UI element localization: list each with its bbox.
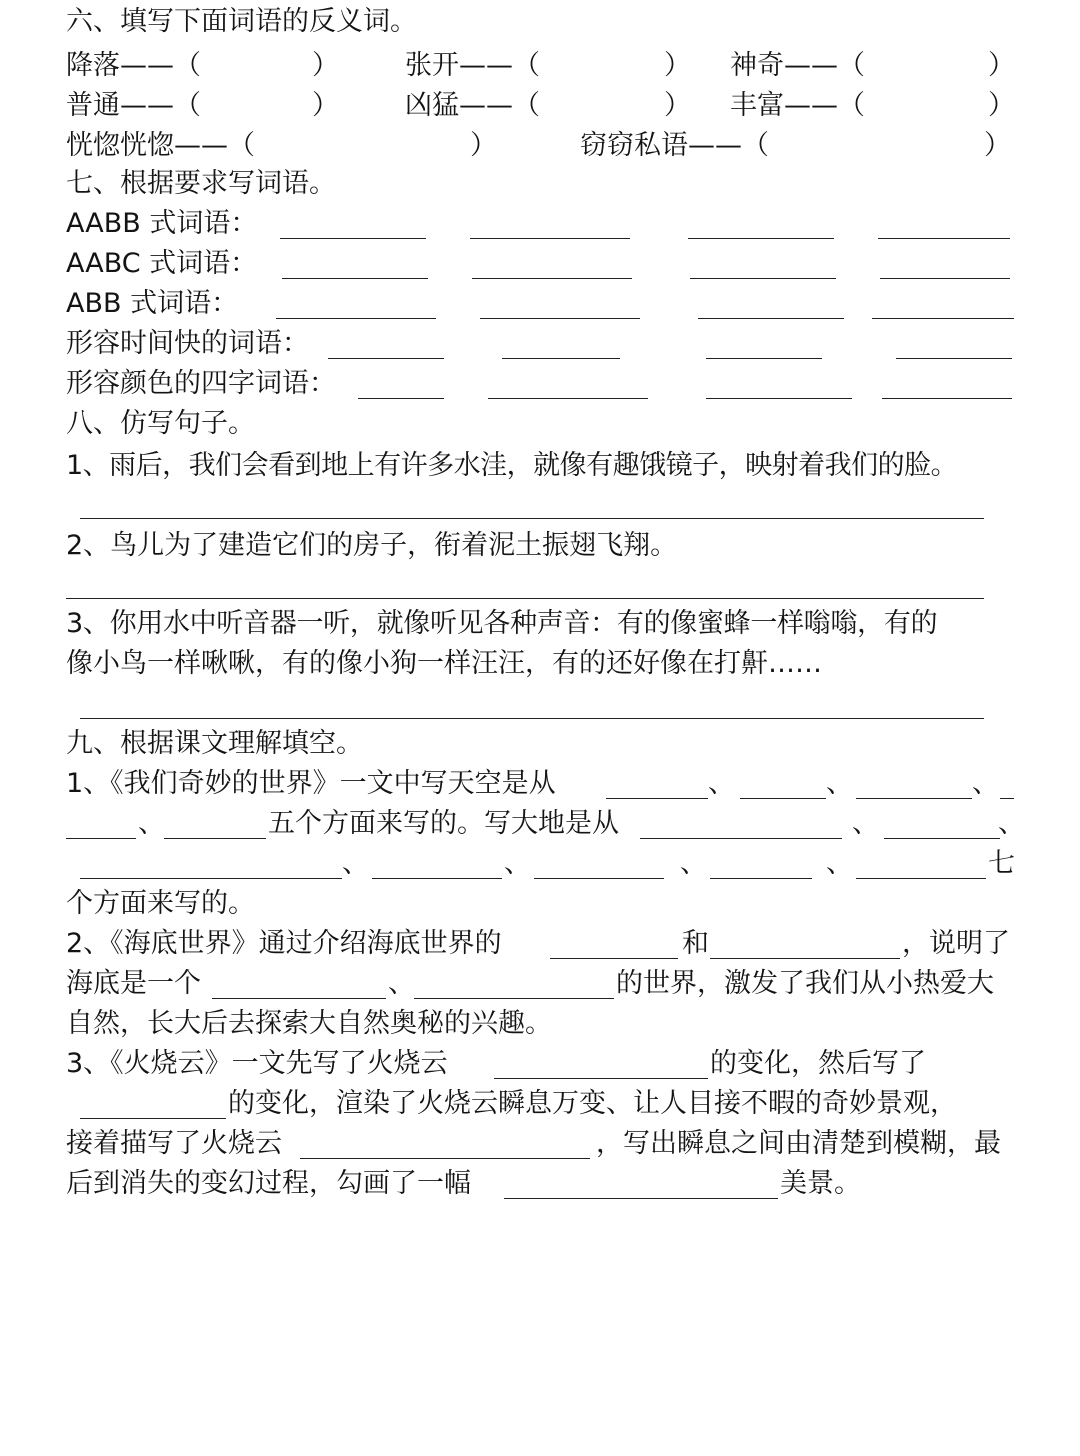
fill-q3-text: 3、《火烧云》一文先写了火烧云 <box>66 1048 448 1079</box>
answer-line[interactable] <box>66 598 984 599</box>
answer-blank[interactable] <box>488 398 648 399</box>
answer-blank[interactable] <box>66 838 136 839</box>
word-row-aabc-label: AABC 式词语： <box>66 248 258 279</box>
answer-blank[interactable] <box>690 278 836 279</box>
imitation-sentence-3-line2: 像小鸟一样啾啾，有的像小狗一样汪汪，有的还好像在打鼾…… <box>66 648 822 679</box>
answer-blank[interactable] <box>502 358 620 359</box>
answer-line[interactable] <box>80 518 984 519</box>
answer-blank[interactable] <box>494 1078 708 1079</box>
section-7-title: 七、根据要求写词语。 <box>66 168 336 199</box>
answer-blank[interactable] <box>740 798 826 799</box>
answer-blank[interactable] <box>280 238 426 239</box>
enum-comma: 、 <box>342 848 369 879</box>
fill-q1-text: 1、《我们奇妙的世界》一文中写天空是从 <box>66 768 556 799</box>
answer-blank[interactable] <box>710 878 812 879</box>
antonym-close-paren: ） <box>988 50 1015 81</box>
fill-q1-text: 个方面来写的。 <box>66 888 255 919</box>
imitation-sentence-1: 1、雨后，我们会看到地上有许多水洼，就像有趣饿镜子，映射着我们的脸。 <box>66 450 958 481</box>
answer-blank[interactable] <box>872 318 1014 319</box>
enum-comma: 、 <box>388 968 415 999</box>
antonym-close-paren: ） <box>470 130 497 161</box>
answer-blank[interactable] <box>1000 798 1014 799</box>
word-row-aabb-label: AABB 式词语： <box>66 208 258 239</box>
fill-q2-text: 自然，长大后去探索大自然奥秘的兴趣。 <box>66 1008 552 1039</box>
answer-blank[interactable] <box>470 238 630 239</box>
answer-blank[interactable] <box>884 838 1000 839</box>
section-6-title: 六、填写下面词语的反义词。 <box>66 6 417 37</box>
antonym-item-zhangkai: 张开——（ <box>405 50 540 81</box>
fill-q1-text: 七 <box>988 848 1015 879</box>
fill-q3-text: 的变化，渲染了火烧云瞬息万变、让人目接不暇的奇妙景观， <box>228 1088 957 1119</box>
antonym-item-huanghu: 恍惚恍惚——（ <box>66 130 255 161</box>
fill-q3-text: 美景。 <box>780 1168 861 1199</box>
imitation-sentence-3-line1: 3、你用水中听音器一听，就像听见各种声音：有的像蜜蜂一样嗡嗡，有的 <box>66 608 938 639</box>
fill-q3-text: 接着描写了火烧云 <box>66 1128 282 1159</box>
answer-blank[interactable] <box>164 838 266 839</box>
answer-blank[interactable] <box>80 878 342 879</box>
answer-blank[interactable] <box>276 318 436 319</box>
enum-comma: 、 <box>852 808 879 839</box>
answer-blank[interactable] <box>504 1198 778 1199</box>
answer-blank[interactable] <box>856 878 986 879</box>
fill-q1-text: 五个方面来写的。写大地是从 <box>268 808 619 839</box>
answer-blank[interactable] <box>282 278 428 279</box>
antonym-close-paren: ） <box>664 90 691 121</box>
answer-blank[interactable] <box>212 998 386 999</box>
answer-blank[interactable] <box>640 838 842 839</box>
antonym-item-xiongmeng: 凶猛——（ <box>405 90 540 121</box>
imitation-sentence-2: 2、鸟儿为了建造它们的房子，衔着泥土振翅飞翔。 <box>66 530 678 561</box>
answer-blank[interactable] <box>472 278 632 279</box>
enum-comma: 、 <box>826 768 853 799</box>
antonym-item-qieqie: 窃窃私语——（ <box>580 130 769 161</box>
fill-q3-text: ，写出瞬息之间由清楚到模糊，最 <box>596 1128 1001 1159</box>
antonym-item-putong: 普通——（ <box>66 90 201 121</box>
answer-blank[interactable] <box>534 878 664 879</box>
enum-comma: 、 <box>504 848 531 879</box>
word-row-abb-label: ABB 式词语： <box>66 288 239 319</box>
enum-comma: 、 <box>826 848 853 879</box>
answer-blank[interactable] <box>896 358 1012 359</box>
fill-q2-text: ，说明了 <box>902 928 1010 959</box>
enum-comma: 、 <box>138 808 165 839</box>
fill-q3-text: 后到消失的变幻过程，勾画了一幅 <box>66 1168 471 1199</box>
answer-line[interactable] <box>80 718 984 719</box>
antonym-close-paren: ） <box>664 50 691 81</box>
antonym-item-jiangluo: 降落——（ <box>66 50 201 81</box>
section-8-title: 八、仿写句子。 <box>66 408 255 439</box>
enum-comma: 、 <box>680 848 707 879</box>
word-row-color-label: 形容颜色的四字词语： <box>66 368 336 399</box>
answer-blank[interactable] <box>550 958 678 959</box>
answer-blank[interactable] <box>372 878 502 879</box>
fill-q2-text: 的世界，激发了我们从小热爱大 <box>616 968 994 999</box>
answer-blank[interactable] <box>878 238 1010 239</box>
answer-blank[interactable] <box>414 998 614 999</box>
fill-q3-text: 的变化，然后写了 <box>710 1048 926 1079</box>
section-9-title: 九、根据课文理解填空。 <box>66 728 363 759</box>
answer-blank[interactable] <box>358 398 444 399</box>
fill-q2-text: 和 <box>682 928 709 959</box>
answer-blank[interactable] <box>882 398 1012 399</box>
answer-blank[interactable] <box>880 278 1010 279</box>
antonym-close-paren: ） <box>312 50 339 81</box>
enum-comma: 、 <box>708 768 735 799</box>
answer-blank[interactable] <box>606 798 708 799</box>
answer-blank[interactable] <box>480 318 640 319</box>
antonym-item-fengfu: 丰富——（ <box>730 90 865 121</box>
antonym-item-shenqi: 神奇——（ <box>730 50 865 81</box>
antonym-close-paren: ） <box>312 90 339 121</box>
enum-comma: 、 <box>972 768 999 799</box>
fill-q2-text: 2、《海底世界》通过介绍海底世界的 <box>66 928 502 959</box>
word-row-time-label: 形容时间快的词语： <box>66 328 309 359</box>
enum-comma: 、 <box>998 808 1025 839</box>
answer-blank[interactable] <box>300 1158 590 1159</box>
answer-blank[interactable] <box>706 398 852 399</box>
answer-blank[interactable] <box>706 358 822 359</box>
answer-blank[interactable] <box>856 798 972 799</box>
answer-blank[interactable] <box>688 238 834 239</box>
answer-blank[interactable] <box>328 358 444 359</box>
antonym-close-paren: ） <box>988 90 1015 121</box>
answer-blank[interactable] <box>698 318 844 319</box>
fill-q2-text: 海底是一个 <box>66 968 201 999</box>
antonym-close-paren: ） <box>984 130 1011 161</box>
answer-blank[interactable] <box>710 958 900 959</box>
answer-blank[interactable] <box>80 1118 226 1119</box>
